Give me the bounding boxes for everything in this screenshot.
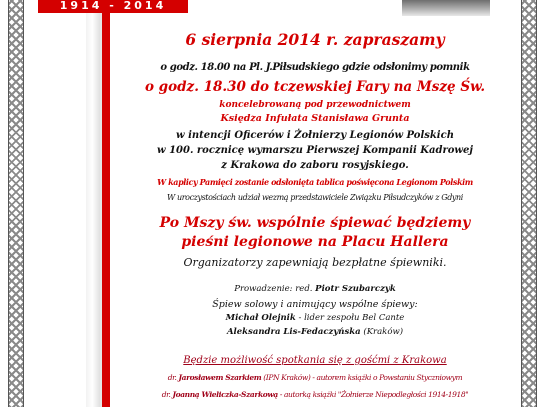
invite-line-anniversary: w 100. rocznicę wymarszu Pierwszej Kompanii Kadrowej bbox=[156, 145, 473, 156]
meeting-headline: Będzie możliwość spotkania się z gośćmi z Krakowa bbox=[183, 355, 447, 366]
invite-line-concelebrated: koncelebrowaną pod przewodnictwem bbox=[219, 100, 411, 110]
host-name: Piotr Szubarczyk bbox=[315, 284, 396, 294]
guest-2-prefix: dr. bbox=[161, 390, 171, 399]
guest-1 bbox=[110, 373, 520, 382]
red-white-ribbon bbox=[86, 0, 110, 407]
guest-2-desc: - autorką książki "Żołnierze Niepodległości 1914-1918" bbox=[279, 390, 469, 399]
singer-2-role: (Kraków) bbox=[363, 327, 404, 337]
singing-line-1: Po Mszy św. wspólnie śpiewać będziemy bbox=[159, 215, 471, 231]
decorative-border-right bbox=[521, 0, 537, 407]
guest-2 bbox=[110, 390, 520, 399]
invite-line-priest: Księdza Infułata Stanisława Grunta bbox=[220, 113, 410, 124]
photo-fragment bbox=[402, 0, 490, 16]
invite-line-mass: o godz. 18.30 do tczewskiej Fary na Mszę Św. bbox=[144, 79, 486, 95]
singer-2-name: Aleksandra Lis-Fedaczyńska bbox=[226, 327, 361, 337]
guest-1-desc: (IPN Kraków) - autorem książki o Powstaniu Styczniowym bbox=[263, 373, 463, 382]
year-banner: 1914 - 2014 bbox=[38, 0, 188, 13]
invite-headline: 6 sierpnia 2014 r. zapraszamy bbox=[185, 30, 445, 49]
guest-2-name: Joanną Wieliczka-Szarkową bbox=[172, 390, 278, 399]
singer-1 bbox=[110, 313, 520, 323]
invite-line-guests: W uroczystościach udział wezmą przedstawiciele Związku Piłsudczyków z Gdyni bbox=[167, 193, 463, 202]
decorative-border-left bbox=[8, 0, 24, 407]
singer-1-name: Michał Olejnik bbox=[225, 313, 296, 323]
host-line bbox=[110, 284, 520, 294]
singer-2 bbox=[110, 327, 520, 337]
ribbon-shadow bbox=[100, 0, 102, 407]
singer-1-role: - lider zespołu Bel Cante bbox=[298, 313, 405, 323]
singers-line: Śpiew solowy i animujący wspólne śpiewy: bbox=[212, 299, 418, 310]
guest-1-prefix: dr. bbox=[167, 373, 177, 382]
invite-line-monument: o godz. 18.00 na Pl. J.Piłsudskiego gdzie odsłonimy pomnik bbox=[160, 62, 470, 73]
invite-line-intention: w intencji Oficerów i Żołnierzy Legionów Polskich bbox=[176, 130, 454, 141]
singing-line-songbooks: Organizatorzy zapewniają bezpłatne śpiewniki. bbox=[183, 256, 447, 269]
singing-line-2: pieśni legionowe na Placu Hallera bbox=[181, 234, 449, 250]
invite-line-krakow: z Krakowa do zaboru rosyjskiego. bbox=[221, 160, 409, 171]
guest-1-name: Jarosławem Szarkiem bbox=[178, 373, 262, 382]
invite-line-plaque: W kaplicy Pamięci zostanie odsłonięta tablica poświęcona Legionom Polskim bbox=[157, 177, 473, 187]
host-label: Prowadzenie: red. bbox=[234, 284, 313, 294]
